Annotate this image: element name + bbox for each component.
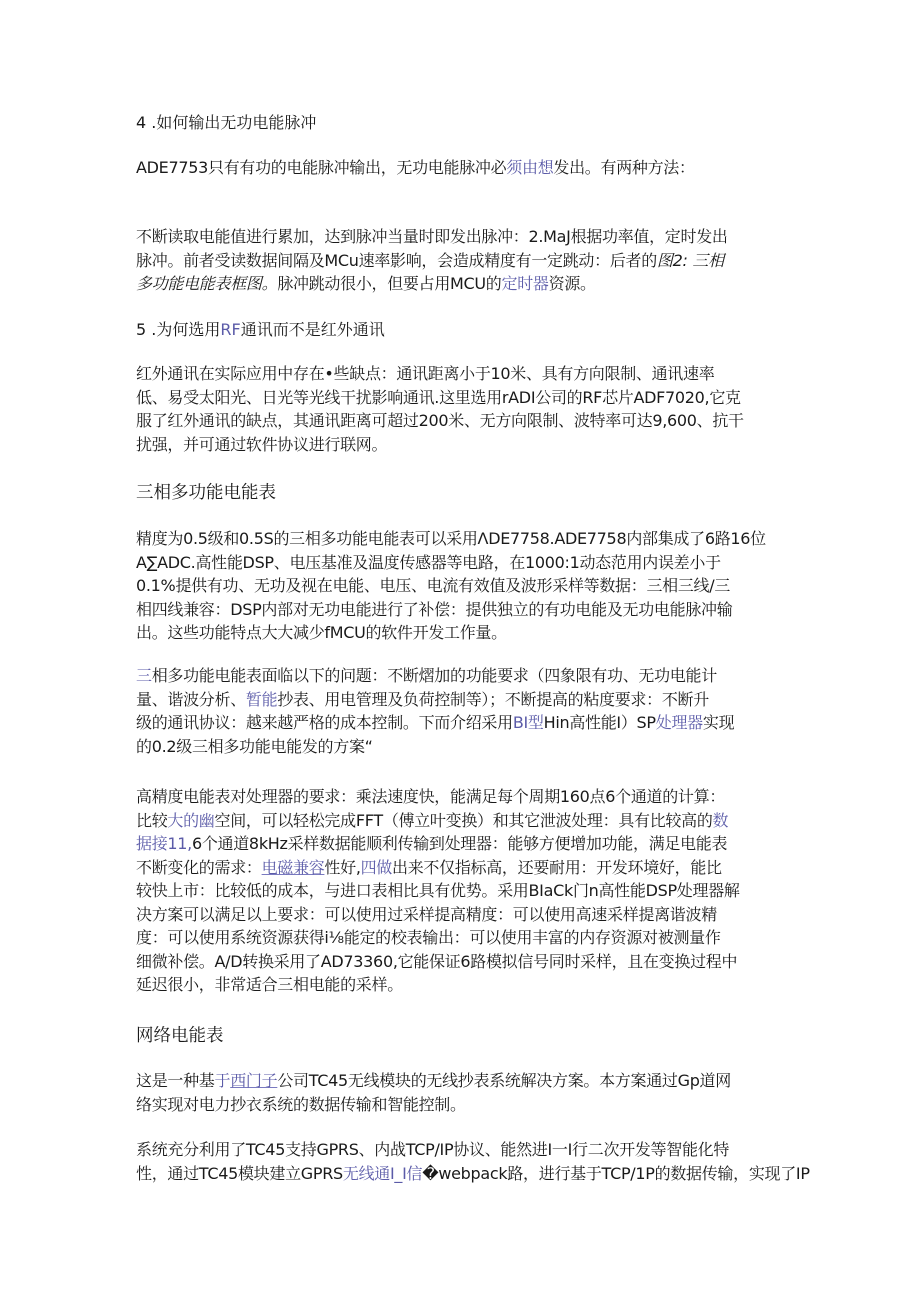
text-span: 性，通过TC45模块建立GPRS	[136, 1163, 343, 1183]
text-line	[136, 856, 786, 880]
text-line: 低、易受太阳光、日光等光线干扰影响通讯.这里选用rADI公司的RF芯片ADF7020,它克	[136, 387, 741, 407]
text-line: 相四线兼容：DSP内部对无功电能进行了补偿：提供独立的有功电能及无功电能脉冲输	[136, 599, 733, 619]
text-span: 出来不仅指标高，还要耐用：开发环境好，能比	[392, 857, 722, 877]
text-span: 性好,	[324, 857, 361, 877]
text-line: 服了红外通讯的缺点，其通讯距离可超过200米、无方向限制、波特率可达9,600、抗干	[136, 411, 744, 430]
text-span: 空间，可以轻松完成FFT（傅立叶变换）和其它泄波处理：具有比较高的	[214, 810, 713, 830]
paragraph-pulse-methods	[136, 225, 786, 296]
inline-link[interactable]: 四做	[360, 857, 393, 877]
text-span: 脉冲跳动很小，但要占用MCU的	[277, 274, 502, 293]
inline-link[interactable]: 于	[214, 1071, 231, 1090]
text-line: 络实现对电力抄衣系统的数据传输和智能控制。	[136, 1094, 466, 1114]
inline-link[interactable]: 数	[712, 810, 729, 830]
inline-link-emc[interactable]: 电磁兼容	[261, 857, 325, 877]
heading-text: 5 .为何选用	[136, 320, 221, 339]
text-span: Hin高性能I）SP	[543, 713, 656, 732]
text-span: 脉冲。前者受读数据间隔及MCu速率影响，会造成精度有一定跳动：后者的	[136, 250, 657, 270]
text-span: 公司TC45无线模块的无线抄表系统解决方案。本方案通过Gp道网	[277, 1071, 731, 1090]
text-span: 不断变化的需求：	[136, 857, 262, 877]
heading-text: 通讯而不是红外通讯	[240, 320, 385, 339]
heading-text: 网络电能表	[136, 1026, 224, 1046]
text-line	[136, 664, 786, 688]
text-line: 红外通讯在实际应用中存在•些缺点：通讯距离小于10米、具有方向限制、通讯速率	[136, 364, 715, 383]
text-line: 延迟很小，非常适合三相电能的采样。	[136, 975, 403, 994]
text-line	[136, 832, 786, 856]
text-line: 决方案可以满足以上要求：可以使用过采样提高精度：可以使用高速采样提离谐波精	[136, 904, 717, 924]
inline-link-siemens[interactable]: 西门子	[230, 1071, 278, 1090]
text-span: 实现	[702, 713, 735, 732]
paragraph-infrared	[136, 362, 786, 456]
text-line	[136, 1069, 786, 1093]
inline-link[interactable]: 大的幽	[167, 810, 215, 830]
text-span: ADE7753只有有功的电能脉冲输出，无功电能脉冲必	[136, 158, 507, 177]
text-span: 这是一种基	[136, 1071, 215, 1090]
inline-link[interactable]: 须由想	[506, 158, 554, 177]
paragraph-ade7753	[136, 156, 786, 180]
text-span: 级的通讯协议：越来越严格的成本控制。下而介绍采用	[136, 713, 513, 732]
section-heading-q4	[136, 111, 786, 135]
paragraph-siemens-tc45	[136, 1069, 786, 1116]
text-span: �webpack路，进行基于TCP/1P的数据传输，实现了IP	[422, 1163, 810, 1183]
text-line	[136, 249, 786, 273]
inline-link-wireless[interactable]: 无线通I_I信	[342, 1163, 423, 1183]
text-line	[136, 711, 786, 735]
text-line: 精度为0.5级和0.5S的三相多功能电能表可以采用ΛDE7758.ADE7758内部集成了6路16位	[136, 529, 766, 548]
text-line: 出。这些功能特点大大减少fMCU的软件开发工作量。	[136, 623, 507, 642]
text-span: 抄表、用电管理及负荷控制等）；不断提高的粘度要求：不断升	[277, 689, 709, 709]
heading-text: 4 .如何输出无功电能脉冲	[136, 113, 317, 132]
paragraph-ade7758	[136, 527, 786, 645]
inline-link[interactable]: 暂能	[245, 689, 278, 709]
inline-link-rf[interactable]: RF	[220, 320, 241, 339]
text-line	[136, 1162, 810, 1186]
text-span: 发出。有两种方法：	[553, 158, 695, 177]
inline-link-processor[interactable]: 处理器	[655, 713, 703, 732]
heading-three-phase-meter	[136, 481, 786, 505]
heading-text: 三相多功能电能表	[136, 483, 276, 503]
section-heading-q5	[136, 318, 786, 342]
text-line	[136, 688, 786, 712]
text-span: 比较	[136, 810, 168, 830]
text-line: 度：可以使用系统资源获得i⅛能定的校表输出：可以使用丰富的内存资源对被测量作	[136, 928, 721, 947]
text-span: 6个通道8kHz采样数据能顺利传输到处理器：能够方便增加功能，满足电能表	[191, 834, 728, 853]
inline-link[interactable]: 三	[136, 666, 152, 685]
text-span: 量、谐波分析、	[136, 689, 246, 709]
text-line: 细微补偿。A/D转换采用了AD73360,它能保证6路模拟信号同时采样，且在变换过程中	[136, 951, 738, 971]
text-line: 的0.2级三相多功能电能发的方案“	[136, 736, 373, 756]
inline-link[interactable]: 据接11,	[136, 834, 192, 853]
text-line: 0.1%提供有功、无功及视在电能、电压、电流有效值及波形采样等数据：三相三线/三	[136, 576, 731, 595]
text-line	[136, 272, 786, 296]
text-line: 不断读取电能值进行累加，达到脉冲当量时即发出脉冲：2.MaJ根据功率值，定时发出	[136, 227, 728, 246]
heading-network-meter	[136, 1024, 786, 1048]
text-line: 系统充分利用了TC45支持GPRS、内战TCP/IP协议、能然进I一I行二次开发等智能化特	[136, 1140, 730, 1159]
inline-link-timer[interactable]: 定时器	[501, 274, 549, 293]
text-line: A∑ADC.高性能DSP、电压基准及温度传感器等电路，在1000:1动态范用内误差小于	[136, 552, 721, 572]
text-line	[136, 156, 786, 180]
inline-link[interactable]: BI型	[512, 713, 544, 732]
text-line: 较快上市：比较低的成本，与进口表相比具有优势。采用BIaCk门n高性能DSP处理器解	[136, 881, 740, 900]
text-span: 相多功能电能表面临以下的问题：不断熠加的功能要求（四象限有功、无功电能计	[151, 666, 717, 685]
paragraph-gprs-system	[136, 1138, 810, 1185]
figure-caption: 图2: 三相	[656, 250, 724, 270]
text-span: 资源。	[548, 274, 596, 293]
text-line: 扰强，并可通过软件协议进行联网。	[136, 434, 388, 454]
paragraph-problems	[136, 664, 786, 758]
text-line: 高精度电能表对处理器的要求：乘法速度快，能满足每个周期160点6个通道的计算：	[136, 787, 726, 806]
figure-caption: 多功能电能表框图。	[136, 274, 278, 293]
text-line	[136, 809, 786, 833]
paragraph-processor-requirements	[136, 785, 786, 997]
